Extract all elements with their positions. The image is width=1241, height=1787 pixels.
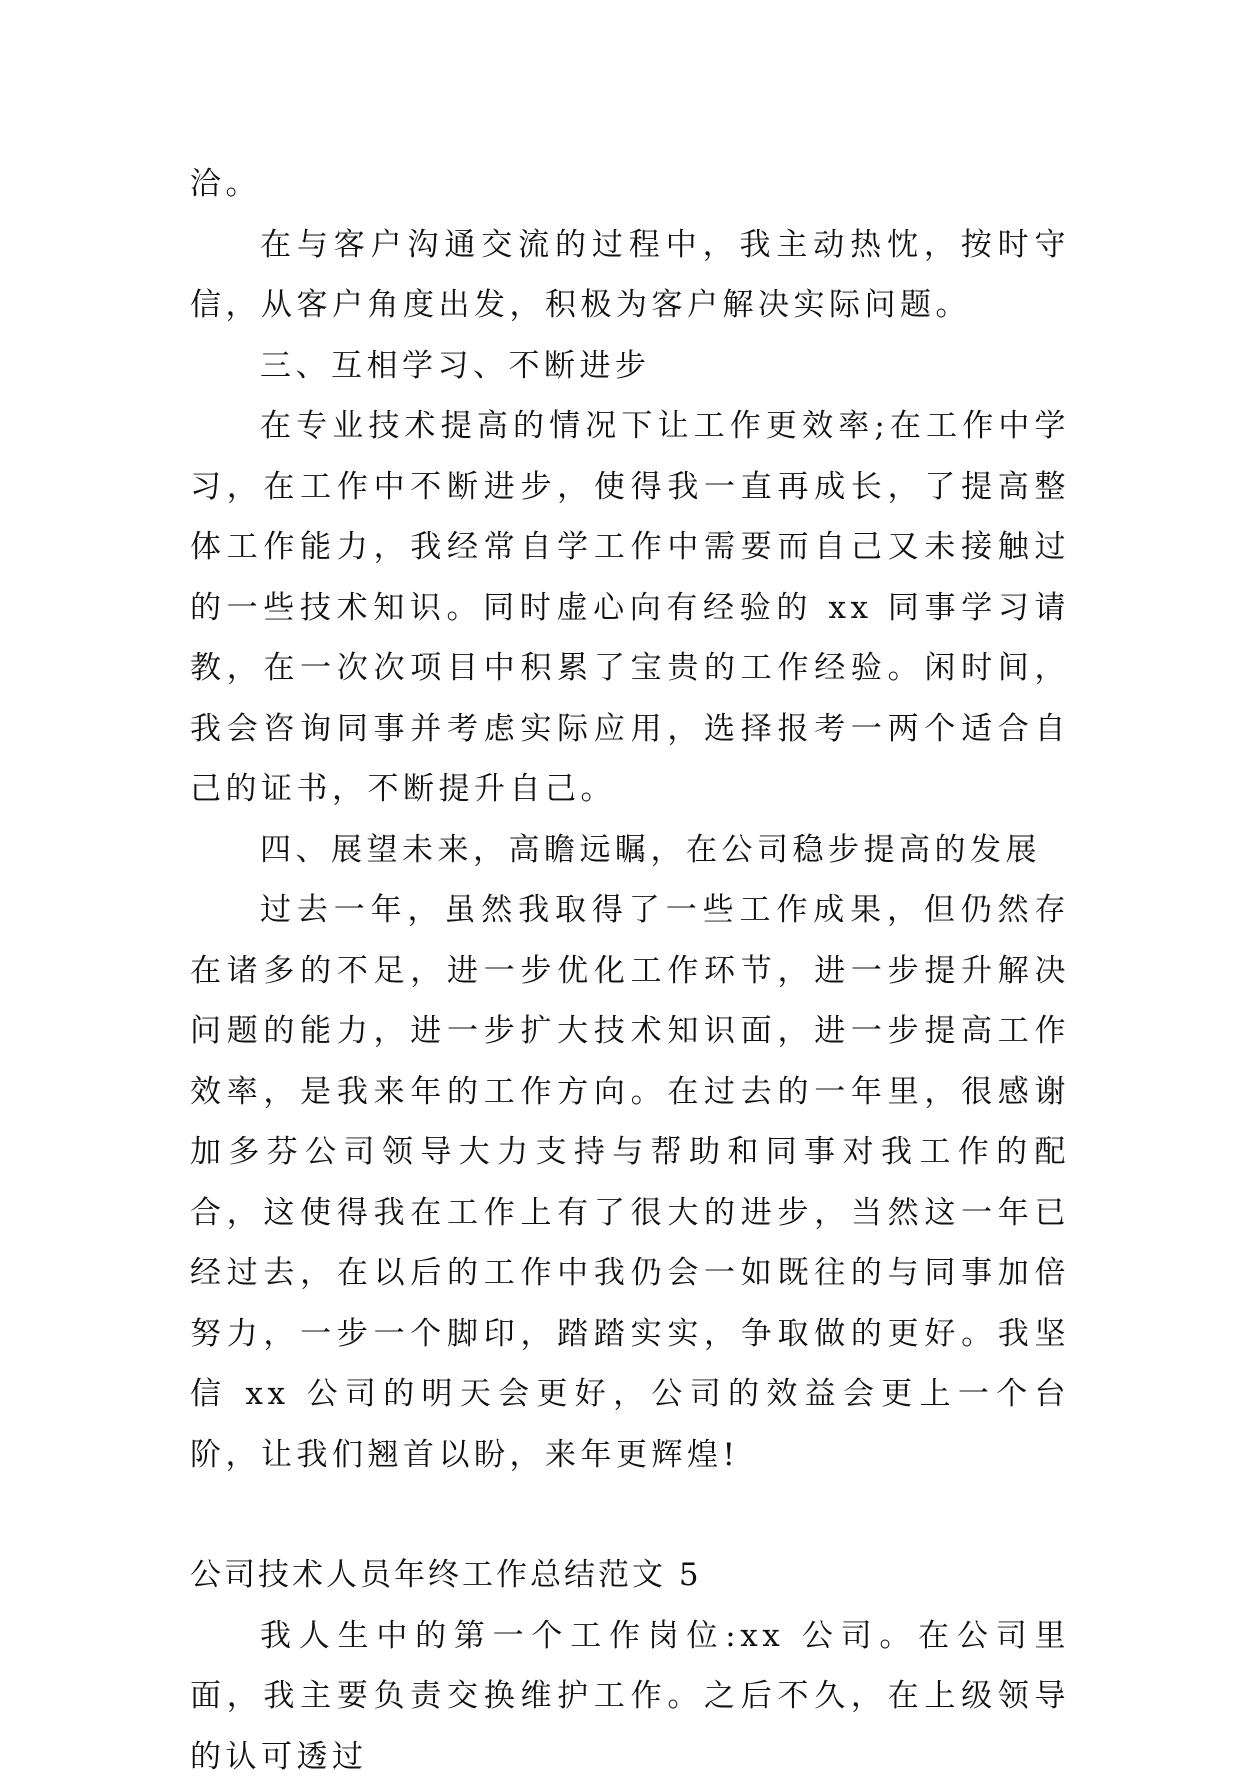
paragraph-customer-communication: 在与客户沟通交流的过程中，我主动热忱，按时守信，从客户角度出发，积极为客户解决实际问题。 [190, 215, 1070, 336]
document-body [190, 154, 1070, 1787]
paragraph-continuation: 洽。 [190, 154, 1070, 215]
section-spacer [190, 1485, 1070, 1545]
paragraph-first-job: 我人生中的第一个工作岗位:xx 公司。在公司里面，我主要负责交换维护工作。之后不久，在上级领导的认可透过 [190, 1606, 1070, 1787]
paragraph-learning: 在专业技术提高的情况下让工作更效率;在工作中学习，在工作中不断进步，使得我一直再成长，了提高整体工作能力，我经常自学工作中需要而自己又未接触过的一些技术知识。同时虚心向有经验的 xx 同事学习请教，在一次次项目中积累了宝贵的工作经验。闲时间，我会咨询同事并考虑实际应用，选择报考一两个适合自己的证书，不断提升自己。 [190, 396, 1070, 820]
section-title: 公司技术人员年终工作总结范文 5 [190, 1545, 1070, 1606]
paragraph-future: 过去一年，虽然我取得了一些工作成果，但仍然存在诸多的不足，进一步优化工作环节，进一步提升解决问题的能力，进一步扩大技术知识面，进一步提高工作效率，是我来年的工作方向。在过去的一年里，很感谢加多芬公司领导大力支持与帮助和同事对我工作的配合，这使得我在工作上有了很大的进步，当然这一年已经过去，在以后的工作中我仍会一如既往的与同事加倍努力，一步一个脚印，踏踏实实，争取做的更好。我坚信 xx 公司的明天会更好，公司的效益会更上一个台阶，让我们翘首以盼，来年更辉煌! [190, 880, 1070, 1485]
heading-mutual-learning: 三、互相学习、不断进步 [190, 336, 1070, 397]
heading-future-outlook: 四、展望未来，高瞻远瞩，在公司稳步提高的发展 [190, 820, 1070, 881]
